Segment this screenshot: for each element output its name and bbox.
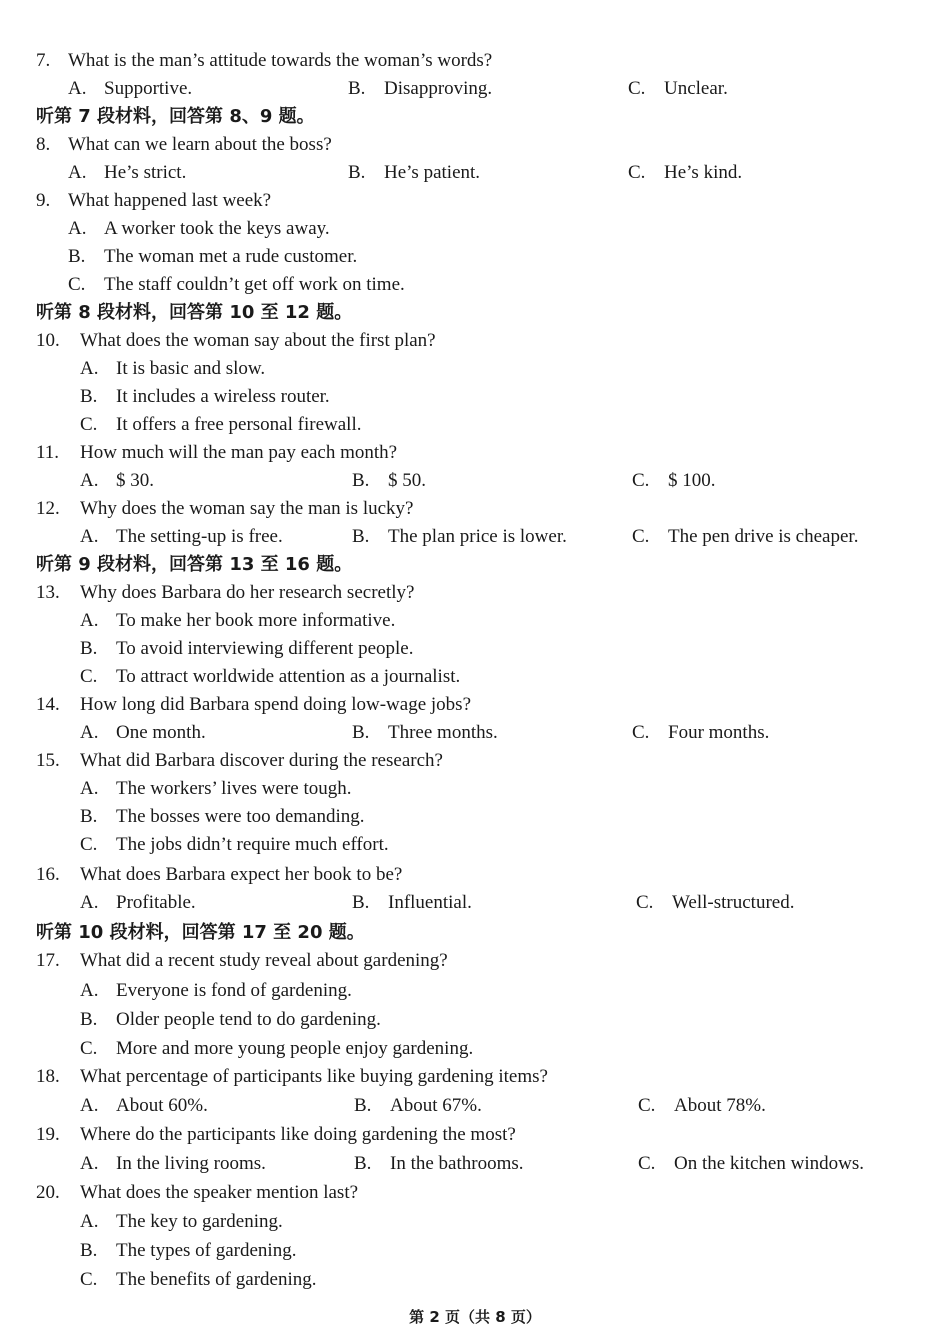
option-16a: A. Profitable.: [80, 892, 196, 913]
question-8: 8. What can we learn about the boss?: [36, 134, 332, 155]
option-17b: B. Older people tend to do gardening.: [80, 1009, 381, 1030]
options-q16: [0, 889, 950, 917]
option-15c: C. The jobs didn’t require much effort.: [80, 834, 389, 855]
question-16: 16. What does Barbara expect her book to be?: [36, 864, 403, 885]
options-q19: [0, 1150, 950, 1178]
option-18b: B. About 67%.: [354, 1095, 482, 1116]
option-9a: A. A worker took the keys away.: [68, 218, 330, 239]
question-18: 18. What percentage of participants like buying gardening items?: [36, 1066, 548, 1087]
question-13: 13. Why does Barbara do her research secretly?: [36, 582, 415, 603]
option-7b: B. Disapproving.: [348, 78, 493, 99]
option-16c: C. Well-structured.: [636, 892, 795, 913]
option-11c: C. $ 100.: [632, 470, 716, 491]
question-19: 19. Where do the participants like doing gardening the most?: [36, 1124, 516, 1145]
option-15a: A. The workers’ lives were tough.: [80, 778, 352, 799]
option-9b: B. The woman met a rude customer.: [68, 246, 358, 267]
option-13b: B. To avoid interviewing different people.: [80, 638, 414, 659]
option-10b: B. It includes a wireless router.: [80, 386, 330, 407]
option-14b: B. Three months.: [352, 722, 498, 743]
options-q12: [0, 523, 950, 551]
section-heading-9: 听第 9 段材料，回答第 13 至 16 题。: [36, 554, 353, 575]
page-footer: 第 2 页（共 8 页）: [409, 1308, 541, 1326]
option-12c: C. The pen drive is cheaper.: [632, 526, 859, 547]
option-17a: A. Everyone is fond of gardening.: [80, 980, 352, 1001]
question-11: 11. How much will the man pay each month?: [36, 442, 398, 463]
option-12a: A. The setting-up is free.: [80, 526, 283, 547]
section-heading-10: 听第 10 段材料，回答第 17 至 20 题。: [36, 922, 365, 943]
option-12b: B. The plan price is lower.: [352, 526, 567, 547]
section-heading-8: 听第 8 段材料，回答第 10 至 12 题。: [36, 302, 353, 323]
option-17c: C. More and more young people enjoy gardening.: [80, 1038, 474, 1059]
options-q7: [0, 75, 950, 103]
option-15b: B. The bosses were too demanding.: [80, 806, 365, 827]
option-11a: A. $ 30.: [80, 470, 154, 491]
question-10: 10. What does the woman say about the first plan?: [36, 330, 436, 351]
option-13c: C. To attract worldwide attention as a journalist.: [80, 666, 461, 687]
option-19c: C. On the kitchen windows.: [638, 1153, 864, 1174]
option-10c: C. It offers a free personal firewall.: [80, 414, 362, 435]
question-20: 20. What does the speaker mention last?: [36, 1182, 359, 1203]
options-q8: [0, 159, 950, 187]
option-20c: C. The benefits of gardening.: [80, 1269, 317, 1290]
option-7c: C. Unclear.: [628, 78, 728, 99]
question-12: 12. Why does the woman say the man is lucky?: [36, 498, 414, 519]
question-17: 17. What did a recent study reveal about gardening?: [36, 950, 448, 971]
option-8a: A. He’s strict.: [68, 162, 187, 183]
option-11b: B. $ 50.: [352, 470, 426, 491]
options-q18: [0, 1092, 950, 1120]
option-8c: C. He’s kind.: [628, 162, 743, 183]
option-14c: C. Four months.: [632, 722, 770, 743]
option-20b: B. The types of gardening.: [80, 1240, 297, 1261]
section-heading-7: 听第 7 段材料，回答第 8、9 题。: [36, 106, 315, 127]
option-14a: A. One month.: [80, 722, 206, 743]
option-9c: C. The staff couldn’t get off work on time.: [68, 274, 405, 295]
option-8b: B. He’s patient.: [348, 162, 481, 183]
option-13a: A. To make her book more informative.: [80, 610, 396, 631]
option-18c: C. About 78%.: [638, 1095, 766, 1116]
option-19b: B. In the bathrooms.: [354, 1153, 524, 1174]
options-q11: [0, 467, 950, 495]
option-10a: A. It is basic and slow.: [80, 358, 266, 379]
question-15: 15. What did Barbara discover during the research?: [36, 750, 443, 771]
question-14: 14. How long did Barbara spend doing low-wage jobs?: [36, 694, 472, 715]
options-q14: [0, 719, 950, 747]
option-7a: A. Supportive.: [68, 78, 193, 99]
option-19a: A. In the living rooms.: [80, 1153, 266, 1174]
question-7: 7. What is the man’s attitude towards the woman’s words?: [36, 50, 493, 71]
question-9: 9. What happened last week?: [36, 190, 272, 211]
option-16b: B. Influential.: [352, 892, 472, 913]
option-18a: A. About 60%.: [80, 1095, 208, 1116]
option-20a: A. The key to gardening.: [80, 1211, 283, 1232]
